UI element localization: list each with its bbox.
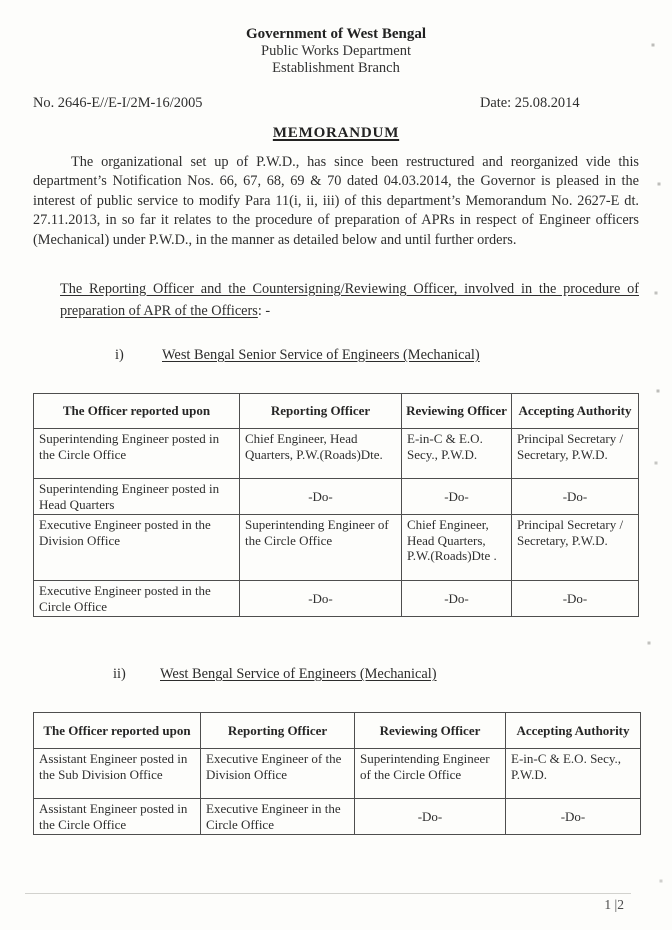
- procedure-heading: [60, 279, 639, 323]
- cell-officer-reported: Superintending Engineer posted in the Circle Office: [34, 429, 240, 479]
- section-ii-heading: [113, 666, 437, 683]
- cell-accepting-authority: -Do-: [512, 479, 639, 515]
- col-header-accepting-authority: Accepting Authority: [506, 713, 641, 749]
- col-header-reporting-officer: Reporting Officer: [240, 394, 402, 429]
- cell-officer-reported: Assistant Engineer posted in the Sub Division Office: [34, 749, 201, 799]
- cell-reviewing-officer: -Do-: [402, 581, 512, 617]
- table-row: [34, 749, 641, 799]
- cell-officer-reported: Superintending Engineer posted in Head Quarters: [34, 479, 240, 515]
- cell-accepting-authority: Principal Secretary / Secretary, P.W.D.: [512, 515, 639, 581]
- col-header-officer-reported: The Officer reported upon: [34, 394, 240, 429]
- cell-accepting-authority: E-in-C & E.O. Secy., P.W.D.: [506, 749, 641, 799]
- cell-officer-reported: Executive Engineer posted in the Division Office: [34, 515, 240, 581]
- footer-divider: [25, 893, 631, 894]
- cell-reviewing-officer: Chief Engineer, Head Quarters, P.W.(Roads)Dte .: [402, 515, 512, 581]
- section-i-heading: [115, 347, 480, 364]
- opening-paragraph: The organizational set up of P.W.D., has since been restructured and reorganized vide this department’s Notification Nos. 66, 67, 68, 69 & 70 dated 04.03.2014, the Governor is pleased in the interest of public service to modify Para 11(i, ii, iii) of this department’s Memorandum No. 2627-E dt. 27.11.2013, in so far it relates to the procedure of preparation of APRs in respect of Engineer officers (Mechanical) under P.W.D., in the manner as detailed below and until further orders.: [33, 154, 639, 248]
- cell-reporting-officer: Chief Engineer, Head Quarters, P.W.(Roads)Dte.: [240, 429, 402, 479]
- cell-accepting-authority: -Do-: [512, 581, 639, 617]
- scan-artifacts: [0, 0, 2, 2]
- col-header-reviewing-officer: Reviewing Officer: [355, 713, 506, 749]
- cell-reporting-officer: -Do-: [240, 581, 402, 617]
- section-ii-label: ii): [113, 666, 126, 682]
- cell-officer-reported: Executive Engineer posted in the Circle Office: [34, 581, 240, 617]
- department-name: Public Works Department: [261, 43, 411, 59]
- cell-officer-reported: Assistant Engineer posted in the Circle Office: [34, 799, 201, 835]
- cell-reporting-officer: Superintending Engineer of the Circle Office: [240, 515, 402, 581]
- col-header-officer-reported: The Officer reported upon: [34, 713, 201, 749]
- letterhead: [0, 26, 672, 77]
- table-header-row: [34, 713, 641, 749]
- cell-accepting-authority: Principal Secretary / Secretary, P.W.D.: [512, 429, 639, 479]
- section-i-title: West Bengal Senior Service of Engineers (Mechanical): [162, 347, 480, 363]
- table-row: [34, 515, 639, 581]
- table-row: [34, 479, 639, 515]
- table-senior-service: [33, 393, 639, 617]
- cell-reviewing-officer: -Do-: [402, 479, 512, 515]
- col-header-reporting-officer: Reporting Officer: [201, 713, 355, 749]
- cell-reporting-officer: Executive Engineer in the Circle Office: [201, 799, 355, 835]
- memo-title: [0, 125, 672, 142]
- col-header-reviewing-officer: Reviewing Officer: [402, 394, 512, 429]
- table-service-engineers: [33, 712, 641, 835]
- cell-reviewing-officer: -Do-: [355, 799, 506, 835]
- cell-reporting-officer: -Do-: [240, 479, 402, 515]
- table-row: [34, 799, 641, 835]
- procedure-heading-text: The Reporting Officer and the Countersigning/Reviewing Officer, involved in the procedure of preparation of APR of the Officers: [60, 281, 639, 319]
- cell-accepting-authority: -Do-: [506, 799, 641, 835]
- cell-reviewing-officer: E-in-C & E.O. Secy., P.W.D.: [402, 429, 512, 479]
- table-row: [34, 581, 639, 617]
- col-header-accepting-authority: Accepting Authority: [512, 394, 639, 429]
- table-header-row: [34, 394, 639, 429]
- cell-reporting-officer: Executive Engineer of the Division Office: [201, 749, 355, 799]
- reference-row: [33, 95, 639, 112]
- memo-date: Date: 25.08.2014: [480, 95, 580, 111]
- branch-name: Establishment Branch: [272, 60, 400, 76]
- cell-reviewing-officer: Superintending Engineer of the Circle Office: [355, 749, 506, 799]
- org-name: Government of West Bengal: [245, 26, 427, 42]
- section-ii-title: West Bengal Service of Engineers (Mechanical): [160, 666, 437, 682]
- page-number: 1 |2: [604, 897, 624, 912]
- procedure-heading-suffix: : -: [257, 302, 271, 319]
- table-row: [34, 429, 639, 479]
- memo-title-text: MEMORANDUM: [272, 125, 400, 141]
- memo-number: No. 2646-E//E-I/2M-16/2005: [33, 95, 203, 111]
- section-i-label: i): [115, 347, 124, 363]
